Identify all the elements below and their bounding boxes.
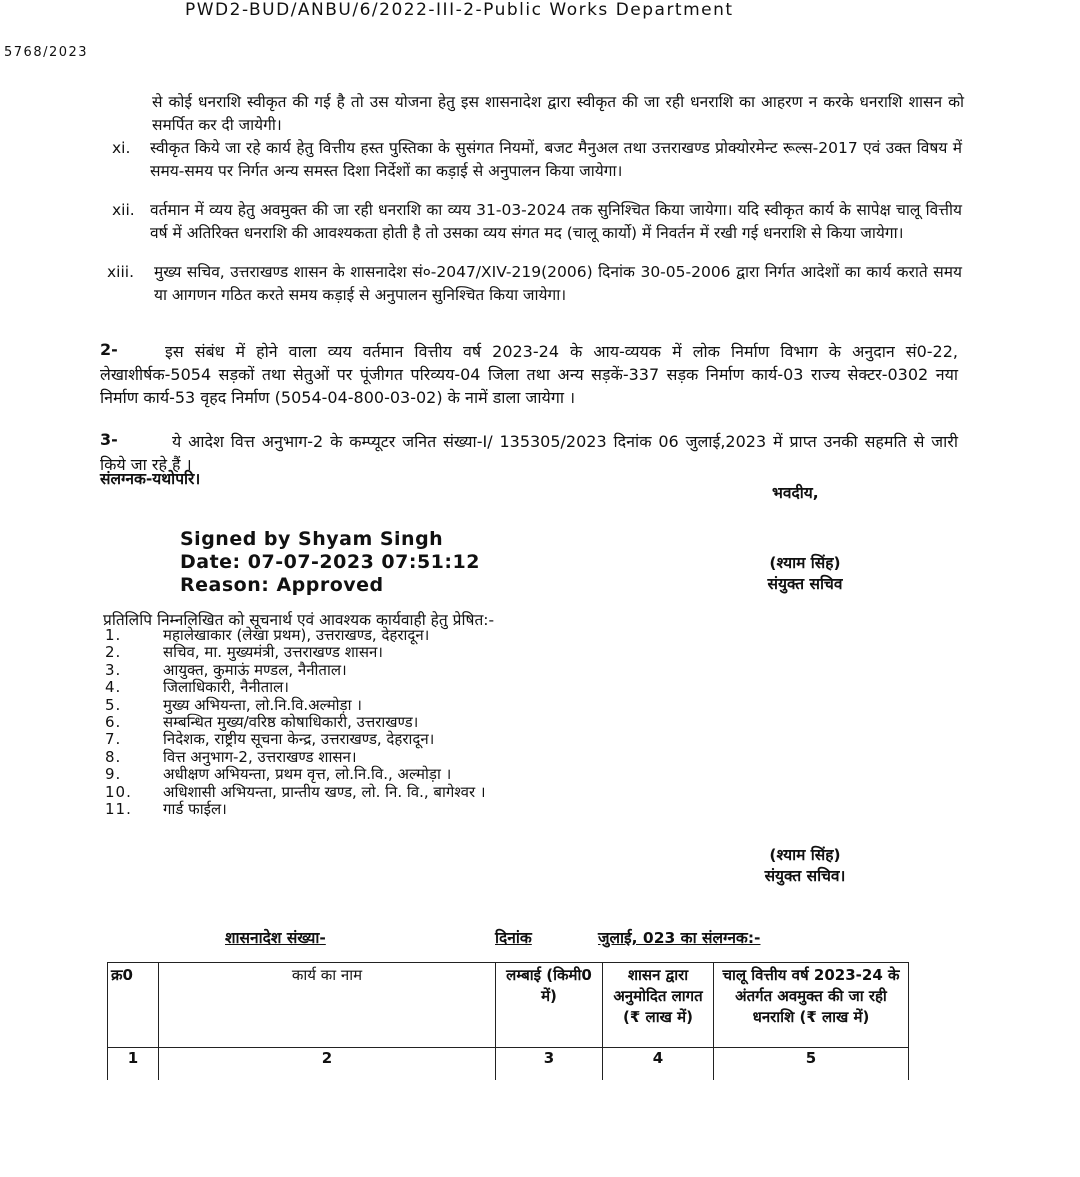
table-cell: 5 xyxy=(714,1048,909,1081)
enclosure-note: संलग्नक-यथोपरि। xyxy=(100,470,201,488)
table-header-row xyxy=(108,963,909,1048)
document-page: PWD2-BUD/ANBU/6/2022-III-2-Public Works Department 5768/2023 से कोई धनराशि स्वीकृत की गई है तो उस योजना हेतु इस शासनादेश द्वारा स्वीकृत की जा रही धनराशि का आहरण न करके धनराशि शासन को समर्पित कर दी जायेगी। xi. स्वीकृत किये जा रहे कार्य हेतु वित्तीय हस्त पुस्तिका के सुसंगत नियमों, बजट मैनुअल तथा उत्तराखण्ड प्रोक्योरमेन्ट रूल्स-2017 एवं उक्त विषय में समय-समय पर निर्गत अन्य समस्त दिशा निर्देशों का कड़ाई से अनुपालन किया जायेगा। xii. वर्तमान में व्यय हेतु अवमुक्त की जा रही धनराशि का व्यय 31-03-2024 तक सुनिश्चित किया जायेगा। यदि स्वीकृत कार्य के सापेक्ष चालू वित्तीय वर्ष में अतिरिक्त धनराशि की आवश्यकता होती है तो उसका व्यय संगत मद (चालू कार्यो) में निवर्तन में रखी गई धनराशि से किया जायेगा। xiii. मुख्य सचिव, उत्तराखण्ड शासन के शासनादेश सं०-2047/XIV-219(2006) दिनांक 30-05-2006 द्वारा निर्गत आदेशों का कार्य कराते समय या आगणन गठित करते समय कड़ाई से अनुपालन सुनिश्चित किया जायेगा। 2- इस संबंध में होने वाला व्यय वर्तमान वित्तीय वर्ष 2023-24 के आय-व्ययक में लोक निर्माण विभाग के अनुदान सं0-22, लेखाशीर्षक-5054 सड़कों तथा सेतुओं पर पूंजीगत परिव्यय-04 जिला तथा अन्य सड़कें-337 सड़क निर्माण कार्य-03 राज्य सेक्टर-0302 नया निर्माण कार्य-53 वृहद निर्माण (5054-04-800-03-02) के नामें डाला जायेगा । 3- ये आदेश वित्त अनुभाग-2 के कम्प्यूटर जनित संख्या-I/ 135305/2023 दिनांक 06 जुलाई,2023 में प्राप्त उनकी सहमति से जारी किये जा रहे हैं । संलग्नक-यथोपरि। भवदीय, Signed by Shyam Singh Date: 07-07-2023 07:51:12 Reason: Approved (श्याम सिंह) संयुक्त सचिव प्रतिलिपि निम्नलिखित को सूचनार्थ एवं आवश्यक कार्यवाही हेतु प्रेषित:- 1. महालेखाकार (लेखा प्रथम), उत्तराखण्ड, देहरादून। 2. सचिव, मा. मुख्यमंत्री, उत्तराखण्ड शासन। 3. आयुक्त, कुमाऊं मण्डल, नैनीताल। 4. जिलाधिकारी, नैनीताल। 5. मुख्य अभियन्ता, लो.नि.वि.अल्मोड़ा । 6. सम्बन्धित मुख्य/वरिष्ठ कोषाधिकारी, उत्तराखण्ड। 7. निदेशक, राष्ट्रीय सूचना केन्द्र, उत्तराखण्ड, देहरादून। 8. वित्त अनुभाग-2, उत्तराखण्ड शासन। 9. अधीक्षण अभियन्ता, प्रथम वृत्त, लो.नि.वि., अल्मोड़ा । 10. अधिशासी अभियन्ता, प्रान्तीय खण्ड, लो. नि. वि., बागेश्वर । 11. गार्ड फाईल। (श्याम सिंह) संयुक्त सचिव। शासनादेश संख्या- दिनांक जुलाई, 023 का संलग्नक:- क्र0 कार्य का नाम लम्बाई (किमी0 में) शासन द्वारा अनुमोदित लागत (₹ लाख में) चालू वित्तीय वर्ष 2023-24 के अंतर्गत अवमुक्त की जा रही धनराशि (₹ लाख में) 1 2 3 4 5 xyxy=(0,0,1080,1177)
clause-number: xiii. xyxy=(107,263,135,281)
table-cell: 4 xyxy=(603,1048,714,1081)
signer-block-2 xyxy=(735,845,875,887)
table-cell: 2 xyxy=(159,1048,496,1081)
header-sr-no: क्र0 xyxy=(108,963,159,1048)
annex-month-label: जुलाई, 023 का संलग्नक:- xyxy=(598,929,761,947)
closing-salutation: भवदीय, xyxy=(772,484,819,502)
para-2-text: इस संबंध में होने वाला व्यय वर्तमान वित्तीय वर्ष 2023-24 के आय-व्ययक में लोक निर्माण विभाग के अनुदान सं0-22, लेखाशीर्षक-5054 सड़कों तथा सेतुओं पर पूंजीगत परिव्यय-04 जिला तथा अन्य सड़कें-337 सड़क निर्माण कार्य-03 राज्य सेक्टर-0302 नया निर्माण कार्य-53 वृहद निर्माण (5054-04-800-03-02) के नामें डाला जायेगा । xyxy=(100,342,958,407)
annex-table xyxy=(107,962,909,1080)
clause-number: xi. xyxy=(112,139,131,157)
clause-text: वर्तमान में व्यय हेतु अवमुक्त की जा रही धनराशि का व्यय 31-03-2024 तक सुनिश्चित किया जायेगा। यदि स्वीकृत कार्य के सापेक्ष चालू वित्तीय वर्ष में अतिरिक्त धनराशि की आवश्यकता होती है तो उसका व्यय संगत मद (चालू कार्यो) में निवर्तन में रखी गई धनराशि से किया जायेगा। xyxy=(150,201,962,242)
continuation-paragraph: से कोई धनराशि स्वीकृत की गई है तो उस योजना हेतु इस शासनादेश द्वारा स्वीकृत की जा रही धनराशि का आहरण न करके धनराशि शासन को समर्पित कर दी जायेगी। xyxy=(152,93,964,134)
signer-block xyxy=(735,553,875,595)
signer-designation: संयुक्त सचिव xyxy=(767,575,843,593)
copy-to-title: प्रतिलिपि निम्नलिखित को सूचनार्थ एवं आवश्यक कार्यवाही हेतु प्रेषित:- xyxy=(103,611,495,629)
para-3-number: 3- xyxy=(100,430,118,449)
signer-name: (श्याम सिंह) xyxy=(769,846,841,864)
table-cell: 1 xyxy=(108,1048,159,1081)
document-reference: PWD2-BUD/ANBU/6/2022-III-2-Public Works Department xyxy=(185,0,734,20)
annex-date-label: दिनांक xyxy=(495,929,532,947)
signer-designation: संयुक्त सचिव। xyxy=(764,867,846,885)
signed-by: Signed by Shyam Singh xyxy=(180,528,444,550)
header-work-name: कार्य का नाम xyxy=(159,963,496,1048)
header-approved-cost: शासन द्वारा अनुमोदित लागत (₹ लाख में) xyxy=(603,963,714,1048)
signature-date: Date: 07-07-2023 07:51:12 xyxy=(180,551,480,573)
header-length: लम्बाई (किमी0 में) xyxy=(496,963,603,1048)
para-2-number: 2- xyxy=(100,340,118,359)
clause-text: मुख्य सचिव, उत्तराखण्ड शासन के शासनादेश सं०-2047/XIV-219(2006) दिनांक 30-05-2006 द्वारा निर्गत आदेशों का कार्य कराते समय या आगणन गठित करते समय कड़ाई से अनुपालन सुनिश्चित किया जायेगा। xyxy=(154,263,962,304)
clause-xiii xyxy=(107,261,964,330)
clause-xi xyxy=(112,137,964,206)
clause-number: xii. xyxy=(112,201,135,219)
table-cell: 3 xyxy=(496,1048,603,1081)
table-row xyxy=(108,1048,909,1081)
file-number: 5768/2023 xyxy=(4,45,89,60)
signature-reason: Reason: Approved xyxy=(180,574,384,596)
para-3-text: ये आदेश वित्त अनुभाग-2 के कम्प्यूटर जनित संख्या-I/ 135305/2023 दिनांक 06 जुलाई,2023 में प्राप्त उनकी सहमति से जारी किये जा रहे हैं । xyxy=(100,432,958,474)
clause-text: स्वीकृत किये जा रहे कार्य हेतु वित्तीय हस्त पुस्तिका के सुसंगत नियमों, बजट मैनुअल तथा उत्तराखण्ड प्रोक्योरमेन्ट रूल्स-2017 एवं उक्त विषय में समय-समय पर निर्गत अन्य समस्त दिशा निर्देशों का कड़ाई से अनुपालन किया जायेगा। xyxy=(150,139,962,180)
annex-order-label: शासनादेश संख्या- xyxy=(225,929,326,947)
digital-signature xyxy=(180,528,480,597)
header-released-amount: चालू वित्तीय वर्ष 2023-24 के अंतर्गत अवमुक्त की जा रही धनराशि (₹ लाख में) xyxy=(714,963,909,1048)
clause-xii xyxy=(112,199,964,268)
signer-name: (श्याम सिंह) xyxy=(769,554,841,572)
